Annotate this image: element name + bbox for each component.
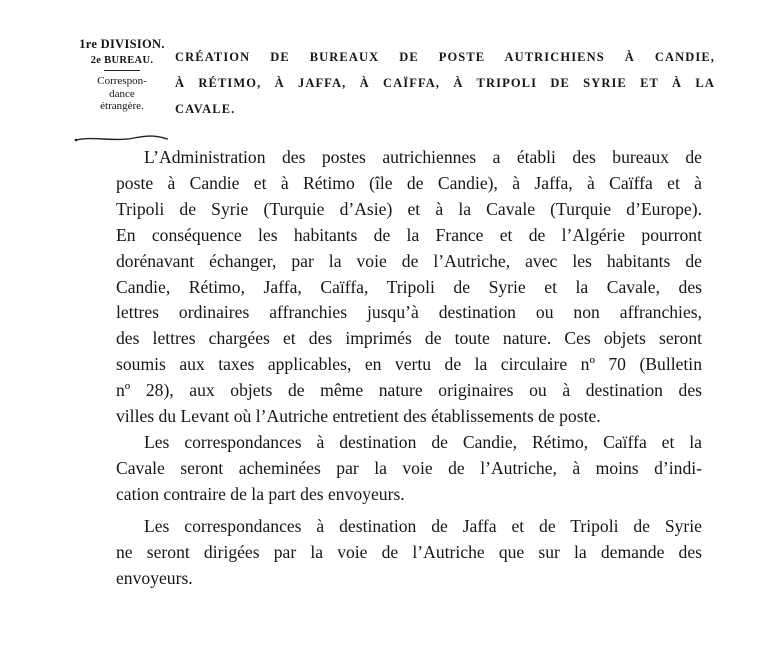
subject-line: Correspon- <box>97 75 147 88</box>
text-line: Tripoli de Syrie (Turquie d’Asie) et à la Cavale (Turquie d’Europe). <box>116 198 702 219</box>
margin-rule <box>104 70 140 71</box>
text-line: Les correspondances à destination de Jaffa et de Tripoli de Syrie <box>144 515 702 536</box>
text-line: nº 28), aux objets de même nature originaires ou à destination des <box>116 380 702 401</box>
text-line: poste à Candie et à Rétimo (île de Candie), à Jaffa, à Caïffa et à <box>116 172 702 193</box>
paragraph <box>116 145 702 430</box>
text-line: soumis aux taxes applicables, en vertu de la circulaire nº 70 (Bulletin <box>116 354 702 375</box>
margin-flourish <box>74 134 170 144</box>
title-line: CRÉATION DE BUREAUX DE POSTE AUTRICHIENS À CANDIE, <box>175 50 715 64</box>
section-title <box>175 44 715 122</box>
text-line: envoyeurs. <box>116 567 193 588</box>
bureau-label: 2e BUREAU. <box>90 54 154 66</box>
text-line: En conséquence les habitants de la France et de l’Algérie pourront <box>116 224 702 245</box>
text-line: cation contraire de la part des envoyeurs. <box>116 483 405 504</box>
paragraph <box>116 514 702 592</box>
text-line: ne seront dirigées par la voie de l’Autriche que sur la demande des <box>116 541 702 562</box>
text-line: Cavale seront acheminées par la voie de l’Autriche, à moins d’indi- <box>116 457 702 478</box>
division-label: 1re DIVISION. <box>79 37 165 51</box>
body-text <box>116 145 702 591</box>
text-line: dorénavant échanger, par la voie de l’Autriche, avec les habitants de <box>116 250 702 271</box>
text-line: Candie, Rétimo, Jaffa, Caïffa, Tripoli de Syrie et la Cavale, des <box>116 276 702 297</box>
text-line: des lettres chargées et des imprimés de toute nature. Ces objets seront <box>116 328 702 349</box>
title-line: À RÉTIMO, À JAFFA, À CAÏFFA, À TRIPOLI DE SYRIE ET À LA <box>175 76 715 90</box>
subject-line: étrangère. <box>100 99 144 112</box>
text-line: Les correspondances à destination de Candie, Rétimo, Caïffa et la <box>144 431 702 452</box>
subject-line: dance <box>109 87 135 100</box>
text-line: lettres ordinaires affranchies jusqu’à destination ou non affranchies, <box>116 302 702 323</box>
paragraph <box>116 430 702 508</box>
margin-note <box>66 38 178 112</box>
text-line: L’Administration des postes autrichiennes a établi des bureaux de <box>144 147 702 167</box>
title-line: CAVALE. <box>175 102 236 116</box>
text-line: villes du Levant où l’Autriche entretient des établissements de poste. <box>116 406 601 427</box>
